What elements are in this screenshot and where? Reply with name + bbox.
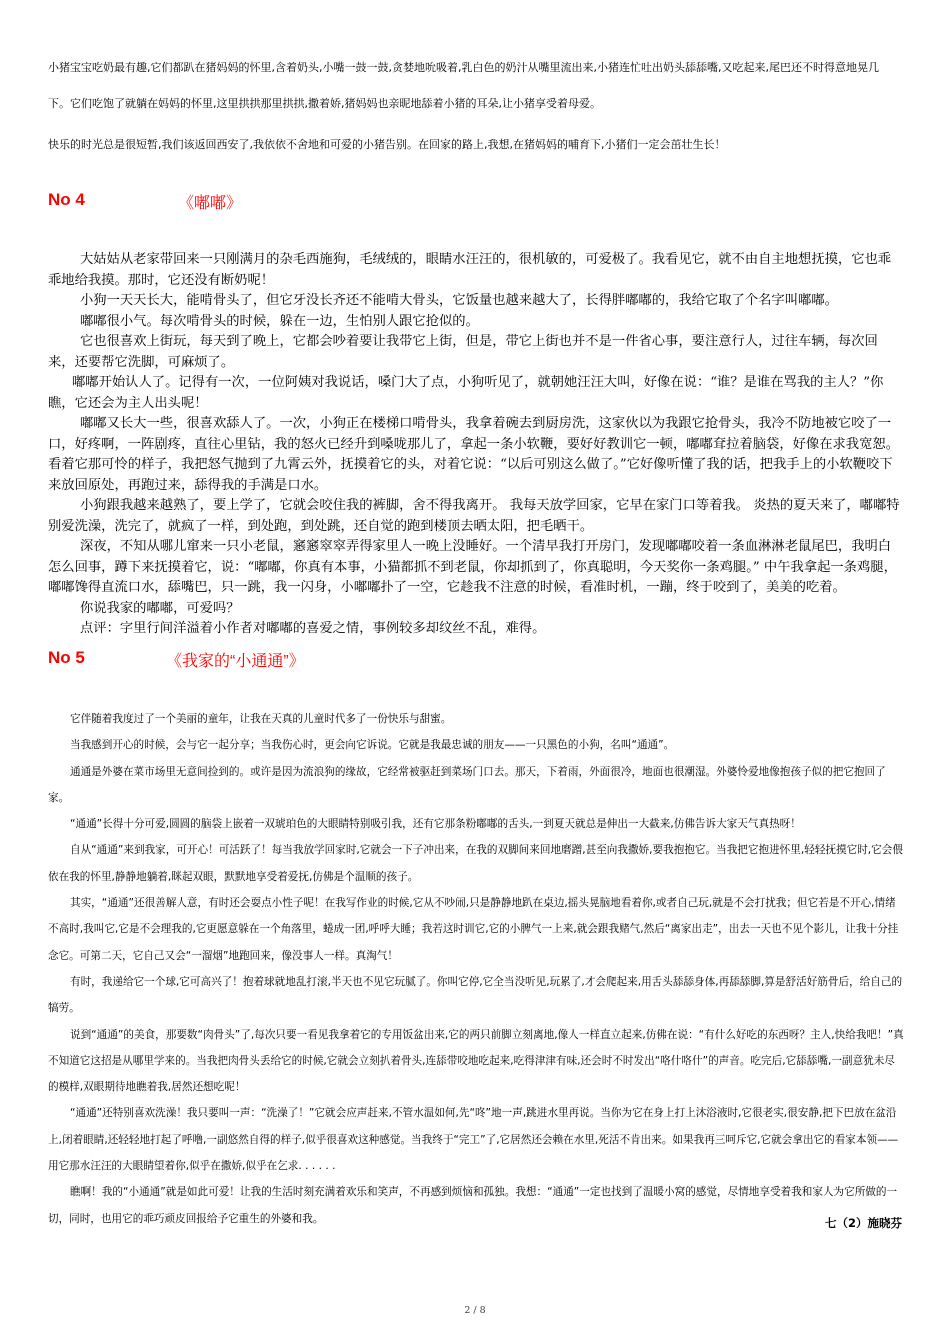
section5-paragraph: 说到“通通”的美食，那要数“肉骨头”了,每次只要一看见我拿着它的专用饭盆出来,它的两只前脚立刻离地,像人一样直立起来,仿佛在说：“有什么好吃的东西呀？主人,快给我吧！”真不知道它这招是从哪里学来的。当我把肉骨头丢给它的时候,它就会立刻扒着骨头,连舔带咬地吃起来,吃得津津有味,还会时不时发出“咯什咯什”的声音。吃完后,它舔舔嘴,一副意犹未尽的模样,双眼期待地瞧着我,居然还想吃呢！ (48, 1028, 904, 1094)
section5-paragraph: 瞧啊！我的“小通通”就是如此可爱！让我的生活时刻充满着欢乐和笑声，不再感到烦恼和孤独。我想：“通通”一定也找到了温暖小窝的感觉，尽情地享受着我和家人为它所做的一切，同时，也用它的乖巧顽皮回报给予它重生的外婆和我。 (48, 1186, 898, 1225)
section4-comment: 点评：字里行间洋溢着小作者对嘟嘟的喜爱之情，事例较多却纹丝不乱，难得。 (80, 621, 546, 636)
section5-paragraph: 当我感到开心的时候，会与它一起分享；当我伤心时，更会向它诉说。它就是我最忠诚的朋友——一只黑色的小狗，名叫“通通”。 (70, 739, 675, 752)
section4-body (48, 250, 904, 640)
section5-paragraph: “通通”长得十分可爱,圆圆的脑袋上嵌着一双琥珀色的大眼睛特别吸引我，还有它那条粉嘟嘟的舌头,一到夏天就总是伸出一大截来,仿佛告诉大家天气真热呀！ (70, 818, 801, 831)
section4-paragraph: 你说我家的嘟嘟，可爱吗？ (80, 600, 240, 616)
section5-heading (48, 648, 305, 670)
section4-paragraph: 大姑姑从老家带回来一只刚满月的杂毛西施狗，毛绒绒的，眼睛水汪汪的，很机敏的，可爱极了。我看见它，就不由自主地想抚摸，它也乖乖地给我摸。那时，它还没有断奶呢！ (48, 252, 892, 288)
section5-paragraph: 自从“通通”来到我家，可开心！可活跃了！每当我放学回家时,它就会一下子冲出来，在我的双脚间来回地磨蹭,甚至向我撒娇,要我抱抱它。当我把它抱进怀里,轻轻抚摸它时,它会偎依在我的怀里,静静地躺着,眯起双眼，默默地享受着爱抚,仿佛是个温顺的孩子。 (48, 844, 903, 883)
section5-body (48, 706, 904, 1232)
section4-title: 《嘟嘟》 (178, 195, 243, 212)
section4-paragraph: 小狗一天天长大，能啃骨头了，但它牙没长齐还不能啃大骨头，它饭量也越来越大了，长得胖嘟嘟的，我给它取了个名字叫嘟嘟。 (80, 293, 838, 308)
section5-title: 《我家的“小通通”》 (166, 653, 305, 670)
section4-number: No 4 (48, 190, 85, 209)
page-number: 2 / 8 (464, 1305, 486, 1316)
section5-paragraph: 它伴随着我度过了一个美丽的童年，让我在天真的儿童时代多了一份快乐与甜蜜。 (70, 713, 452, 725)
section5-paragraph: “通通”还特别喜欢洗澡！我只要叫一声：“洗澡了！”它就会应声赶来,不管水温如何,先“咚”地一声,跳进水里再说。当你为它在身上打上沐浴液时,它很老实,很安静,把下巴放在盆沿上,闭着眼睛,还轻轻地打起了呼噜,一副悠然自得的样子,似乎很喜欢这种感觉。当我终于“完工”了,它居然还会赖在水里,死活不肯出来。如果我再三呵斥它,它就会拿出它的看家本领——用它那水汪汪的大眼睛望着你,似乎在撒娇,似乎在乞求. . . . . . (48, 1107, 899, 1173)
section3-paragraph-2: 快乐的时光总是很短暂,我们该返回西安了,我依依不舍地和可爱的小猪告别。在回家的路上,我想,在猪妈妈的哺育下,小猪们一定会茁壮生长！ (48, 138, 726, 151)
section4-paragraph: 深夜，不知从哪儿窜来一只小老鼠，窸窸窣窣弄得家里人一晚上没睡好。一个清早我打开房门，发现嘟嘟咬着一条血淋淋老鼠尾巴，我明白怎么回事，蹲下来抚摸着它，说：“嘟嘟，你真有本事，小猫都抓不到老鼠，你却抓到了，你真聪明，今天奖你一条鸡腿。” 中午我拿起一条鸡腿，嘟嘟馋得直流口水，舔嘴巴，只一跳，我一闪身，小嘟嘟扑了一空，它趁我不注意的时候，看准时机，一蹦，终于咬到了，美美的吃着。 (48, 539, 897, 595)
section4-paragraph: 小狗跟我越来越熟了，要上学了，它就会咬住我的裤脚，舍不得我离开。 我每天放学回家，它早在家门口等着我。 炎热的夏天来了，嘟嘟特别爱洗澡，洗完了，就疯了一样，到处跑，到处跳，还自觉的跑到楼顶去晒太阳，把毛晒干。 (48, 498, 900, 534)
section4-heading (48, 190, 243, 212)
section4-paragraph: 嘟嘟很小气。每次啃骨头的时候，躲在一边，生怕别人跟它抢似的。 (80, 313, 479, 329)
section4-paragraph: 它也很喜欢上街玩，每天到了晚上，它都会吵着要让我带它上街，但是，带它上街也并不是一件省心事，要注意行人，过往车辆，每次回来，还要帮它洗脚，可麻烦了。 (48, 334, 878, 370)
author-signature: 七（2）施晓芬 (824, 1216, 902, 1230)
section4-paragraph: 嘟嘟开始认人了。记得有一次，一位阿姨对我说话，嗓门大了点，小狗听见了，就朝她汪汪大叫，好像在说：“谁？是谁在骂我的主人？”你瞧，它还会为主人出头呢！ (48, 375, 884, 411)
section5-paragraph: 其实，“通通”还很善解人意，有时还会耍点小性子呢！在我写作业的时候,它从不吵闹,只是静静地趴在桌边,摇头晃脑地看着你,或者自己玩,就是不会打扰我；但它若是不开心,情绪不高时,我叫它,它是不会理我的,它更愿意躲在一个角落里，蜷成一团,呼呼大睡；我若这时训它,它的小脾气一上来,就会跟我赌气,然后“离家出走”，出去一天也不见个影儿，让我十分挂念它。可第二天，它自己又会“一溜烟”地跑回来，像没事人一样。真淘气！ (48, 897, 899, 962)
section3-paragraph-1: 小猪宝宝吃奶最有趣,它们都趴在猪妈妈的怀里,含着奶头,小嘴一鼓一鼓,贪婪地吮吸着,乳白色的奶汁从嘴里流出来,小猪连忙吐出奶头舔舔嘴,又吃起来,尾巴还不时得意地晃几下。它们吃饱了就躺在妈妈的怀里,这里拱拱那里拱拱,撒着娇,猪妈妈也亲昵地舔着小猪的耳朵,让小猪享受着母爱。 (48, 61, 879, 110)
section5-paragraph: 通通是外婆在菜市场里无意间捡到的。或许是因为流浪狗的缘故，它经常被驱赶到菜场门口去。那天，下着雨，外面很冷，地面也很潮湿。外婆怜爱地像抱孩子似的把它抱回了家。 (48, 765, 886, 804)
section5-paragraph: 有时，我递给它一个球,它可高兴了！抱着球就地乱打滚,半天也不见它玩腻了。你叫它停,它全当没听见,玩累了,才会爬起来,用舌头舔舔身体,再舔舔脚,算是舒活好筋骨后，给自己的犒劳。 (48, 975, 903, 1015)
section4-paragraph: 嘟嘟又长大一些，很喜欢舔人了。一次，小狗正在楼梯口啃骨头，我拿着碗去到厨房洗，这家伙以为我跟它抢骨头，我冷不防地被它咬了一口，好疼啊，一阵剧疼，直往心里钻，我的怒火已经升到嗓咙那儿了，拿起一条小软鞭，要好好教训它一顿，嘟嘟耷拉着脑袋，好像在求我宽恕。看着它那可怜的样子，我把怒气抛到了九霄云外，抚摸着它的头，对着它说：“以后可别这么做了。”它好像听懂了我的话，把我手上的小软鞭咬下来放回原处，再跑过来，舔得我的手满是口水。 (48, 416, 899, 493)
section5-number: No 5 (48, 648, 85, 667)
